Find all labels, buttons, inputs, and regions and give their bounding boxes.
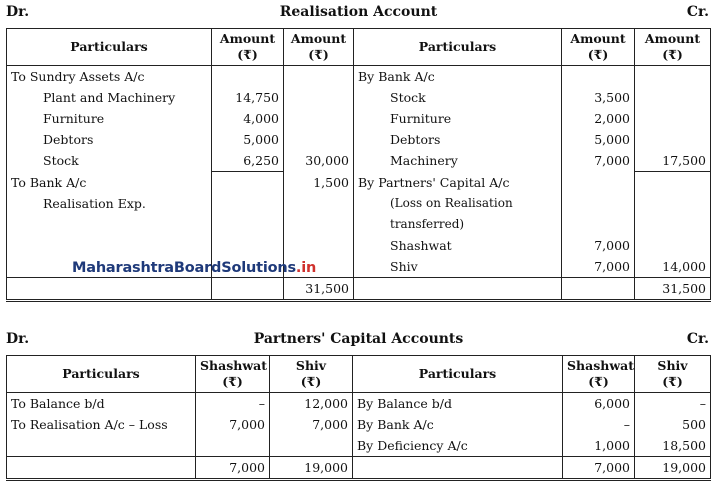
debit-amount-2 [284, 214, 354, 235]
credit-particular: Stock [354, 87, 562, 108]
debit-amount-2: 1,500 [284, 172, 354, 194]
debit-particular: To Bank A/c [7, 172, 212, 194]
watermark: MaharashtraBoardSolutions.in [72, 260, 317, 276]
header-particulars-dr: Particulars [7, 356, 196, 393]
debit-amount-2 [284, 235, 354, 256]
debit-amount-2 [284, 108, 354, 129]
debit-amount-2 [284, 66, 354, 88]
header-particulars-cr: Particulars [353, 356, 563, 393]
debit-amount-1 [212, 66, 284, 88]
credit-particular: By Partners' Capital A/c [354, 172, 562, 194]
debit-particular: To Sundry Assets A/c [7, 66, 212, 88]
capital-row [7, 435, 711, 457]
credit-amount-1: 7,000 [562, 256, 635, 278]
realisation-total-cr: 31,500 [635, 278, 711, 301]
debit-amount-2: 30,000 [284, 150, 354, 172]
credit-amount-1: 7,000 [562, 150, 635, 172]
ledger-row [7, 108, 711, 129]
realisation-cr-label: Cr. [686, 4, 709, 20]
capital-cr-label: Cr. [686, 331, 709, 347]
ledger-row [7, 150, 711, 172]
credit-amount-2 [635, 214, 711, 235]
header-shiv-dr: Shiv (₹) [270, 356, 353, 393]
credit-amount-2 [635, 129, 711, 150]
debit-particular: To Balance b/d [7, 393, 196, 415]
capital-row [7, 414, 711, 435]
realisation-header-row [7, 29, 711, 66]
credit-particular: Furniture [354, 108, 562, 129]
credit-particular: transferred) [354, 214, 562, 235]
capital-title: Partners' Capital Accounts [253, 331, 464, 347]
header-particulars-cr: Particulars [354, 29, 562, 66]
credit-amount-2 [635, 87, 711, 108]
debit-amount-1 [212, 214, 284, 235]
credit-particular: By Bank A/c [353, 414, 563, 435]
capital-table [6, 355, 711, 481]
capital-row [7, 393, 711, 415]
header-amount-cr-1: Amount (₹) [562, 29, 635, 66]
capital-total-row [7, 457, 711, 480]
debit-amount-1: 5,000 [212, 129, 284, 150]
credit-amount-1 [562, 193, 635, 214]
credit-amount-1: 2,000 [562, 108, 635, 129]
debit-particular: Debtors [7, 129, 212, 150]
header-amount-cr-2: Amount (₹) [635, 29, 711, 66]
debit-amount-1: 6,250 [212, 150, 284, 172]
total-blank [7, 457, 196, 480]
credit-amount-2 [635, 193, 711, 214]
capital-header-row [7, 356, 711, 393]
credit-amount-1 [562, 66, 635, 88]
credit-shashwat: – [563, 414, 635, 435]
credit-particular: By Bank A/c [354, 66, 562, 88]
ledger-row [7, 172, 711, 194]
debit-shiv: 7,000 [270, 414, 353, 435]
header-particulars-dr: Particulars [7, 29, 212, 66]
credit-particular: Shashwat [354, 235, 562, 256]
credit-amount-2 [635, 108, 711, 129]
capital-total-dr-shashwat: 7,000 [196, 457, 270, 480]
header-shashwat-cr: Shashwat (₹) [563, 356, 635, 393]
debit-shashwat: 7,000 [196, 414, 270, 435]
credit-amount-2 [635, 235, 711, 256]
credit-particular: (Loss on Realisation [354, 193, 562, 214]
ledger-row [7, 214, 711, 235]
total-blank [353, 457, 563, 480]
debit-amount-1: 14,750 [212, 87, 284, 108]
total-blank [212, 278, 284, 301]
header-amount-dr-1: Amount (₹) [212, 29, 284, 66]
capital-total-cr-shiv: 19,000 [635, 457, 711, 480]
capital-dr-label: Dr. [6, 331, 30, 347]
credit-particular: Shiv [354, 256, 562, 278]
realisation-total-row [7, 278, 711, 301]
realisation-total-dr: 31,500 [284, 278, 354, 301]
debit-amount-2 [284, 129, 354, 150]
debit-shashwat [196, 435, 270, 457]
debit-amount-1: 4,000 [212, 108, 284, 129]
credit-amount-2 [635, 172, 711, 194]
ledger-row [7, 66, 711, 88]
credit-particular: By Balance b/d [353, 393, 563, 415]
total-blank [7, 278, 212, 301]
ledger-row [7, 235, 711, 256]
total-blank [354, 278, 562, 301]
debit-particular: Realisation Exp. [7, 193, 212, 214]
debit-particular: Furniture [7, 108, 212, 129]
realisation-title: Realisation Account [279, 4, 438, 20]
credit-shiv: 18,500 [635, 435, 711, 457]
debit-particular [7, 214, 212, 235]
credit-particular: Debtors [354, 129, 562, 150]
credit-particular: By Deficiency A/c [353, 435, 563, 457]
debit-shiv [270, 435, 353, 457]
realisation-dr-label: Dr. [6, 4, 30, 20]
debit-particular [7, 235, 212, 256]
header-shiv-cr: Shiv (₹) [635, 356, 711, 393]
debit-amount-2 [284, 193, 354, 214]
debit-particular [7, 435, 196, 457]
ledger-row [7, 193, 711, 214]
credit-amount-1 [562, 172, 635, 194]
debit-amount-2 [284, 87, 354, 108]
credit-amount-2: 14,000 [635, 256, 711, 278]
credit-amount-1 [562, 214, 635, 235]
capital-total-cr-shashwat: 7,000 [563, 457, 635, 480]
debit-amount-1 [212, 172, 284, 194]
ledger-row [7, 87, 711, 108]
debit-particular: Plant and Machinery [7, 87, 212, 108]
credit-amount-2: 17,500 [635, 150, 711, 172]
header-amount-dr-2: Amount (₹) [284, 29, 354, 66]
credit-shashwat: 6,000 [563, 393, 635, 415]
capital-total-dr-shiv: 19,000 [270, 457, 353, 480]
total-blank [562, 278, 635, 301]
header-shashwat-dr: Shashwat (₹) [196, 356, 270, 393]
ledger-row [7, 129, 711, 150]
debit-shashwat: – [196, 393, 270, 415]
credit-shashwat: 1,000 [563, 435, 635, 457]
debit-amount-1 [212, 235, 284, 256]
credit-amount-1: 3,500 [562, 87, 635, 108]
debit-particular: To Realisation A/c – Loss [7, 414, 196, 435]
credit-particular: Machinery [354, 150, 562, 172]
credit-amount-2 [635, 66, 711, 88]
credit-amount-1: 5,000 [562, 129, 635, 150]
debit-particular: Stock [7, 150, 212, 172]
credit-shiv: 500 [635, 414, 711, 435]
credit-shiv: – [635, 393, 711, 415]
debit-amount-1 [212, 193, 284, 214]
debit-shiv: 12,000 [270, 393, 353, 415]
credit-amount-1: 7,000 [562, 235, 635, 256]
